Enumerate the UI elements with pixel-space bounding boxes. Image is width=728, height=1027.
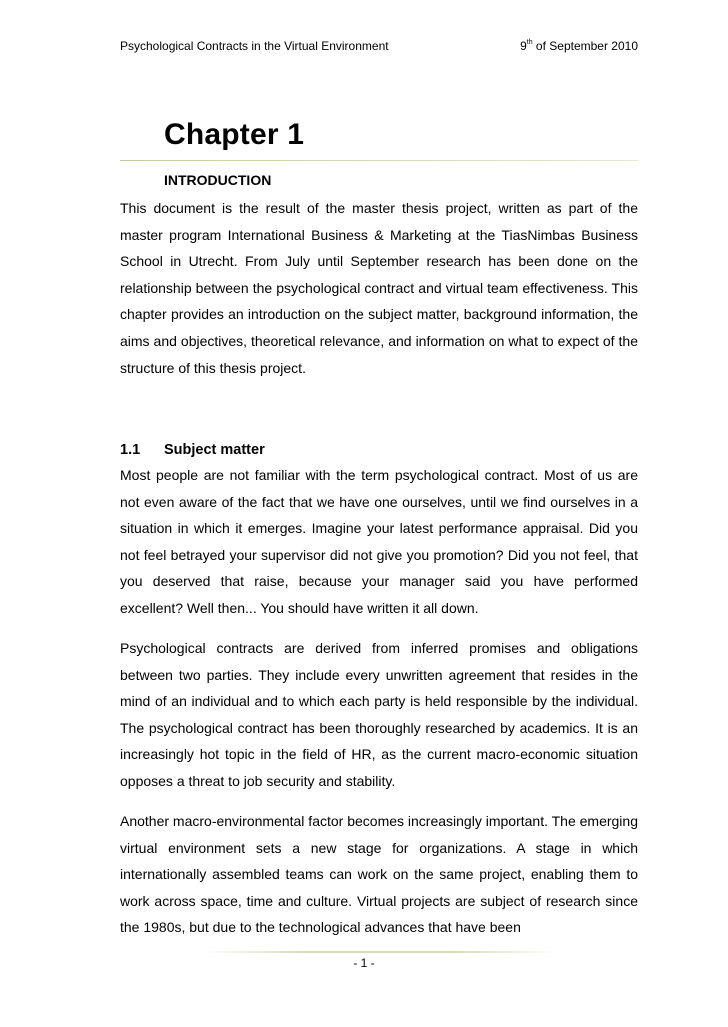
page-number: - 1 -: [353, 956, 375, 970]
header-date-day: 9: [520, 39, 527, 53]
header-date: [520, 39, 638, 53]
intro-paragraph: This document is the result of the master thesis project, written as part of the master program International Business & Marketing at the TiasNimbas Business School in Utrecht. From July until September research has been done on the relationship between the psychological contract and virtual team effectiveness. This chapter provides an introduction on the subject matter, background information, the aims and objectives, theoretical relevance, and information on what to expect of the structure of this thesis project.: [120, 200, 638, 376]
header-date-rest: of September 2010: [532, 39, 638, 53]
footer-divider: [200, 951, 560, 953]
chapter-title: Chapter 1: [164, 118, 305, 151]
header-date-suffix: th: [526, 39, 533, 46]
subject-paragraph-1: Most people are not familiar with the term psychological contract. Most of us are not even aware of the fact that we have one ourselves, until we find ourselves in a situation in which it emerges. Imagine your latest performance appraisal. Did you not feel betrayed your supervisor did not give you promotion? Did you not feel, that you deserved that raise, because your manager said you have performed excellent? Well then... You should have written it all down.: [120, 467, 638, 616]
page-header: [120, 39, 638, 57]
section-number: 1.1: [120, 442, 141, 458]
subject-paragraph-3: Another macro-environmental factor becomes increasingly important. The emerging virtual environment sets a new stage for organizations. A stage in which internationally assembled teams can work on the same project, enabling them to work across space, time and culture. Virtual projects are subject of research since the 1980s, but due to the technological advances that have been: [120, 813, 638, 936]
section-title: Subject matter: [164, 442, 265, 458]
chapter-subtitle: INTRODUCTION: [164, 172, 272, 188]
header-title: Psychological Contracts in the Virtual Environment: [120, 39, 389, 53]
chapter-divider: [120, 160, 638, 161]
subject-paragraph-2: Psychological contracts are derived from inferred promises and obligations between two parties. They include every unwritten agreement that resides in the mind of an individual and to which each party is held responsible by the individual. The psychological contract has been thoroughly researched by academics. It is an increasingly hot topic in the field of HR, as the current macro-economic situation opposes a threat to job security and stability.: [120, 640, 638, 789]
section-heading: [120, 442, 265, 458]
